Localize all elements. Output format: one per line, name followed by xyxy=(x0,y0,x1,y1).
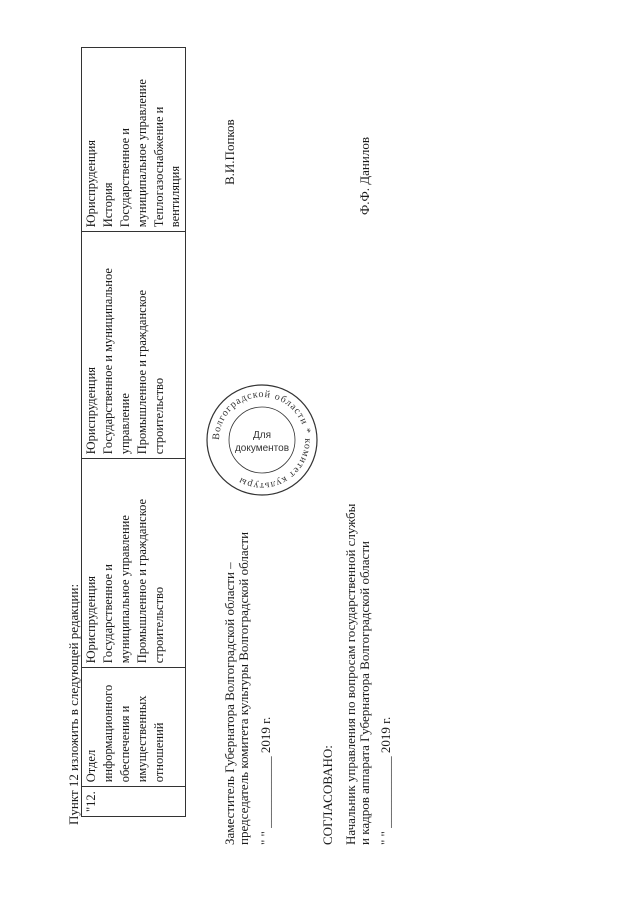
approver-name: Ф.Ф. Данилов xyxy=(357,137,372,215)
approval-position-line-1: Начальник управления по вопросам государственной службы xyxy=(343,503,358,845)
specialty-line: История xyxy=(100,182,115,228)
stamp-center-line-1: Для xyxy=(252,430,272,441)
stamp-ring-text: Волгоградской области * комитет культуры xyxy=(210,388,314,492)
table-row xyxy=(82,48,186,817)
specialty-line: Промышленное и гражданское xyxy=(134,289,149,455)
specialty-line: управление xyxy=(117,393,132,455)
specialties-cell-3 xyxy=(82,48,186,232)
department-line: имущественных xyxy=(134,695,149,783)
approval-position-line-2: и кадров аппарата Губернатора Волгоградской области xyxy=(357,541,372,845)
specialties-cell-2 xyxy=(82,232,186,459)
specialty-line: строительство xyxy=(151,586,166,664)
specialty-line: Юриспруденция xyxy=(84,575,98,664)
specialty-line: Юриспруденция xyxy=(84,139,98,228)
specialty-line: Юриспруденция xyxy=(84,366,98,455)
specialty-line: Теплогазоснабжение и xyxy=(151,106,166,228)
department-line: информационного xyxy=(100,684,115,783)
department-line: Отдел xyxy=(84,749,98,783)
approval-title: СОГЛАСОВАНО: xyxy=(320,745,335,845)
specialty-line: муниципальное управление xyxy=(117,515,132,664)
department-line: обеспечения и xyxy=(117,705,132,783)
department-cell xyxy=(82,668,186,787)
specialty-line: строительство xyxy=(151,377,166,455)
stamp-seal-icon xyxy=(202,380,322,500)
specialty-line: вентиляция xyxy=(168,165,183,228)
signatory-position-line-1: Заместитель Губернатора Волгоградской области – xyxy=(222,562,237,845)
amendment-heading: Пункт 12 изложить в следующей редакции: xyxy=(66,583,81,825)
specialty-line: Государственное и xyxy=(100,564,115,664)
amendment-table xyxy=(81,47,186,817)
specialty-line: Государственное и муниципальное xyxy=(100,268,115,455)
department-line: отношений xyxy=(151,722,166,783)
signature-date-line: " " ___________ 2019 г. xyxy=(258,716,273,845)
specialty-line: муниципальное управление xyxy=(134,79,149,228)
specialties-cell-1 xyxy=(82,459,186,668)
signatory-position-line-2: председатель комитета культуры Волгоградской области xyxy=(236,531,251,845)
stamp-center-line-2: документов xyxy=(234,443,290,454)
specialty-line: Государственное и xyxy=(117,128,132,228)
approval-date-line: " " ___________ 2019 г. xyxy=(378,716,393,845)
official-stamp xyxy=(202,380,322,500)
row-number: "12. xyxy=(82,787,186,817)
specialty-line: Промышленное и гражданское xyxy=(134,498,149,664)
signatory-name: В.И.Попков xyxy=(222,119,237,185)
